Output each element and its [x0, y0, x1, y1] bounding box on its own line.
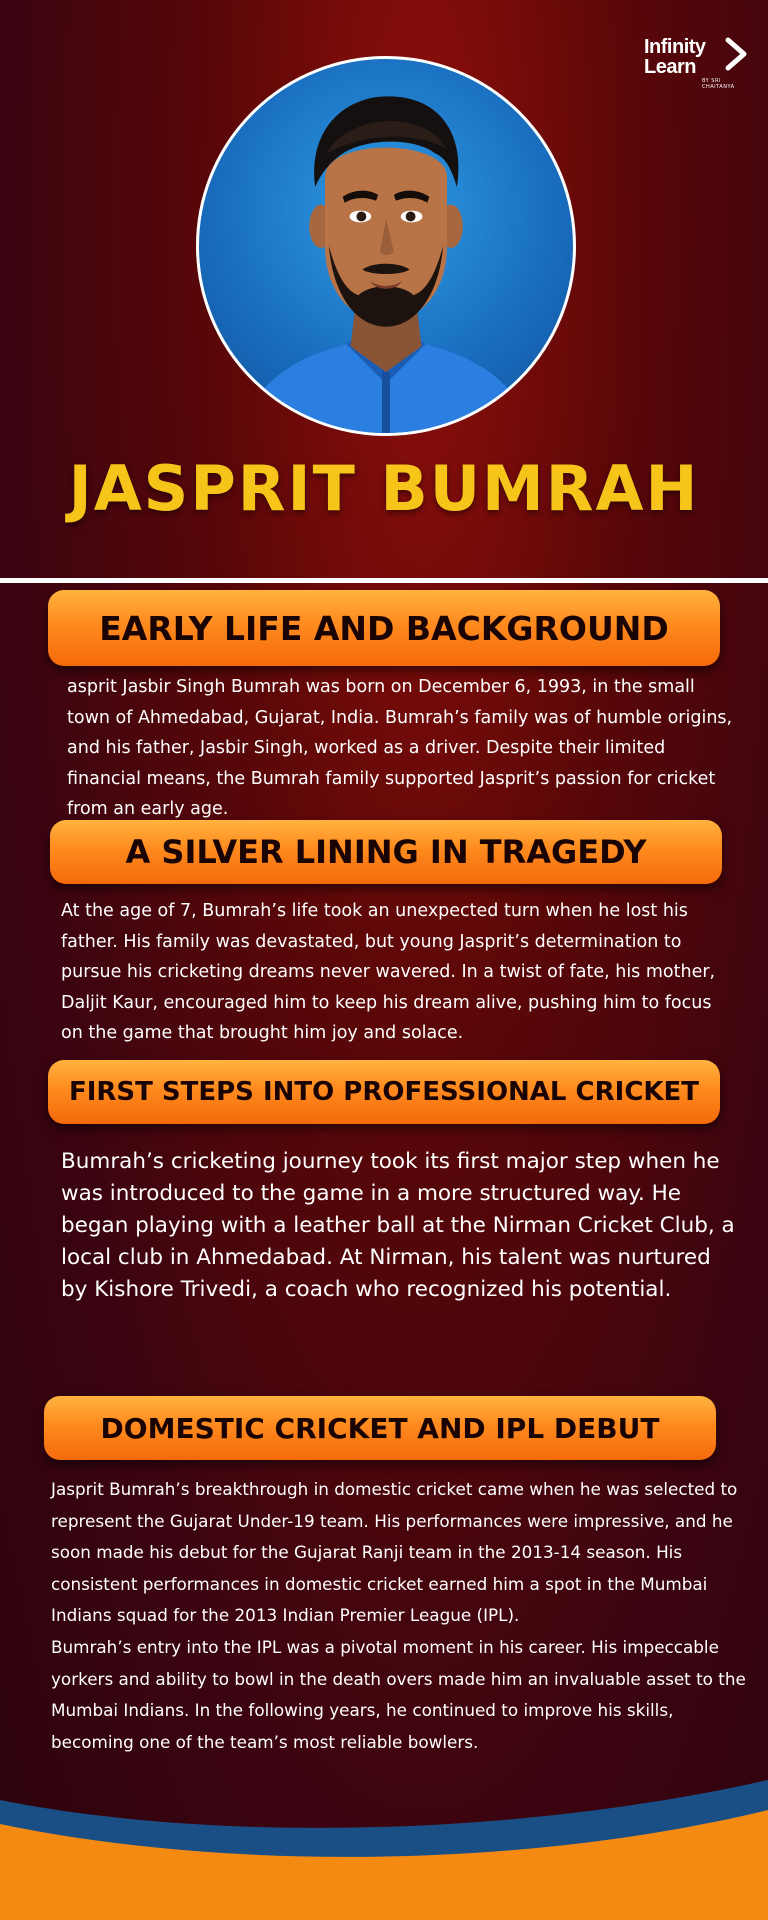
section-body-early-life: asprit Jasbir Singh Bumrah was born on December 6, 1993, in the small town of Ahmedabad, Gujarat, India. Bumrah’s family was of humble origins, and his father, Jasbir Singh, worked as a driver. Despite their limited financial means, the Bumrah family supported Jasprit’s passion for cricket from an early age. [67, 677, 733, 819]
logo-tagline: BY SRI CHAITANYA [702, 78, 735, 90]
portrait-svg [199, 59, 573, 433]
logo-text-infinity: Infinity [644, 36, 706, 58]
portrait-illustration [196, 56, 576, 436]
section-body-first-steps: Bumrah’s cricketing journey took its first major step when he was introduced to the game in a more structured way. He began playing with a leather ball at the Nirman Cricket Club, a local club in Ahmedabad. At Nirman, his talent was nurtured by Kishore Trivedi, a coach who recognized his potential. [61, 1149, 735, 1302]
section-body-silver-lining: At the age of 7, Bumrah’s life took an unexpected turn when he lost his father. His family was devastated, but young Jasprit’s determination to pursue his cricketing dreams never wavered. In a twist of fate, his mother, Daljit Kaur, encouraged him to keep his dream alive, pushing him to focus on the game that brought him joy and solace. [61, 901, 716, 1043]
section-heading-early-life: EARLY LIFE AND BACKGROUND [48, 590, 720, 666]
logo-text-learn: Learn [644, 56, 696, 78]
bottom-wave-decoration [0, 1780, 768, 1920]
infinity-learn-logo [644, 26, 754, 88]
chevron-right-icon [724, 36, 750, 72]
paragraph-ipl: Bumrah’s entry into the IPL was a pivotal moment in his career. His impeccable yorkers and ability to bowl in the death overs made him an invaluable asset to the Mumbai Indians. In the following years, he continued to improve his skills, becoming one of the team’s most reliable bowlers. [51, 1636, 746, 1752]
section-heading-silver-lining: A SILVER LINING IN TRAGEDY [50, 820, 722, 884]
page-title: JASPRIT BUMRAH [68, 452, 700, 525]
paragraph-domestic: Jasprit Bumrah’s breakthrough in domestic cricket came when he was selected to represent the Gujarat Under-19 team. His performances were impressive, and he soon made his debut for the Gujarat Ranji team in the 2013-14 season. His consistent performances in domestic cricket earned him a spot in the Mumbai Indians squad for the 2013 Indian Premier League (IPL). [51, 1479, 738, 1626]
divider [0, 578, 768, 583]
section-heading-first-steps: FIRST STEPS INTO PROFESSIONAL CRICKET [48, 1060, 720, 1124]
section-body-domestic-ipl [51, 1474, 753, 1758]
section-heading-domestic-ipl: DOMESTIC CRICKET AND IPL DEBUT [44, 1396, 716, 1460]
